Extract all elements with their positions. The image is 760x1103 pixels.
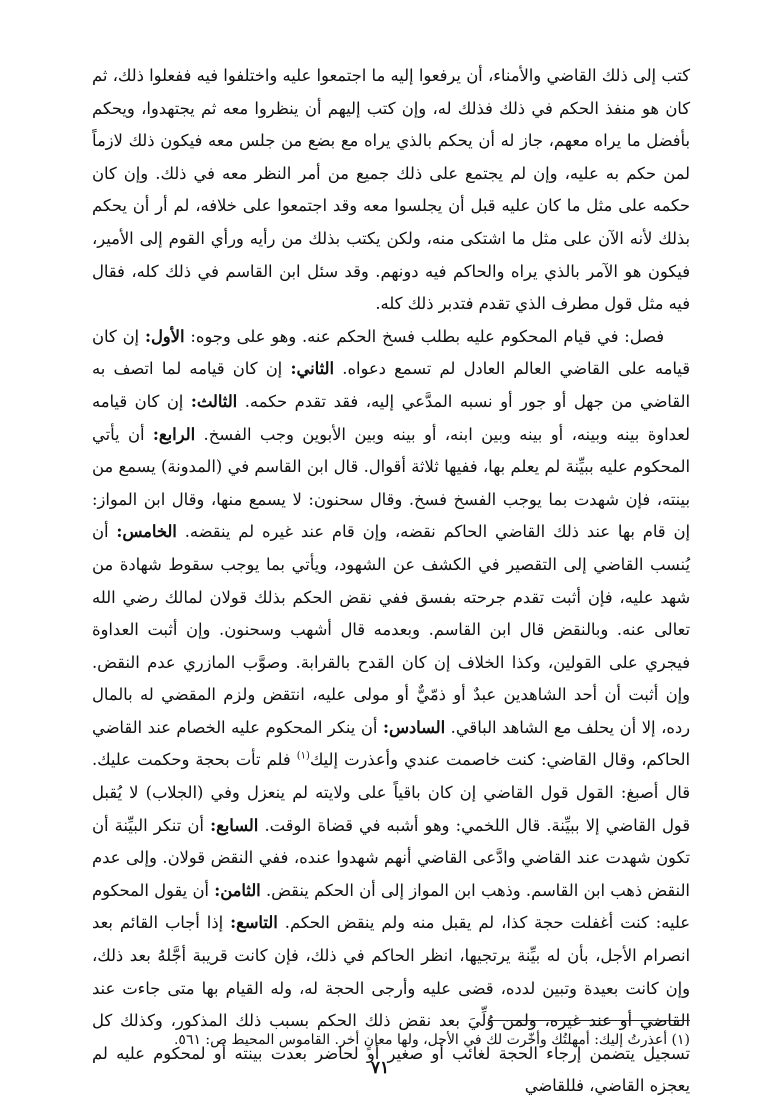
text-fifth: أن يُنسب القاضي إلى التقصير في الكشف عن الشهود، ويأتي بما يوجب سقوط شهادة من شهد عليه، فإن أثبت تقدم جرحته بفسق ففي نقض الحكم بذلك قولان لمالك رضي الله تعالى عنه. وبالنقض قال ابن القاسم. وبعدمه قال أشهب وسحنون. وإن أثبت العداوة فيجري على القولين، وكذا الخلاف إن كان القدح بالقرابة. وصوَّب المازري عدم النقض. وإن أثبت أن أحد الشاهدين عبدٌ أو ذمّيٌّ أو مولى عليه، انتقض ولزم المقضي له بالمال رده، إلا أن يحلف مع الشاهد الباقي. — [92, 522, 690, 737]
section-intro: فصل: في قيام المحكوم عليه بطلب فسخ الحكم عنه. وهو على وجوه: — [190, 326, 664, 346]
heading-first: الأول: — [144, 326, 185, 346]
heading-fourth: الرابع: — [152, 424, 196, 444]
text-fourth: أن يأتي المحكوم عليه ببيِّنة لم يعلم بها، ففيها ثلاثة أقوال. قال ابن القاسم في (المدونة) يسمع من بينته، فإن شهدت بما يوجب الفسخ فسخ. وقال سحنون: لا يسمع منها، وقال ابن المواز: إن قام بها عند ذلك القاضي الحاكم نقضه، وإن قام عند غيره لم ينقضه. — [92, 424, 690, 542]
text-seventh: أن تنكر البيِّنة أن تكون شهدت عند القاضي وادَّعى القاضي أنهم شهدوا عنده، ففي النقض قولان. وإلى عدم النقض ذهب ابن القاسم. وذهب ابن المواز إلى أن الحكم ينقض. — [92, 815, 690, 900]
text-first: إن كان قيامه على القاضي العالم العادل لم تسمع دعواه. — [92, 326, 690, 379]
paragraph-2 — [92, 321, 690, 1103]
heading-sixth: السادس: — [382, 717, 446, 737]
text-sixth: أن ينكر المحكوم عليه الخصام عند القاضي الحاكم، وقال القاضي: كنت خاصمت عندي وأعذرت إليك — [92, 717, 690, 770]
footnote-reference: (١) — [296, 751, 310, 763]
text-eighth: أن يقول المحكوم عليه: كنت أغفلت حجة كذا، لم يقبل منه ولم ينقض الحكم. — [92, 880, 690, 933]
footnote-divider — [488, 1020, 690, 1021]
text-ninth: إذا أجاب القائم بعد انصرام الأجل، بأن له بيِّنة يرتجيها، انظر الحاكم في ذلك، فإن كانت قريبة أجَّلهُ بعد ذلك، وإن كانت بعيدة وتبين لدده، قضى عليه وأرجى الحجة له، وله القيام بها متى جاءت عند القاضي أو عند غيره، ولمن وُلِّيَ بعد نقض ذلك الحكم بسبب ذلك المذكور، وكذلك كل تسجيل يتضمن إرجاء الحجة لغائب أو صغير أو لحاضر بعدت بينته أو لمحكوم عليه لم يعجزه القاضي، فللقاضي — [92, 913, 690, 1096]
heading-second: الثاني: — [290, 359, 334, 379]
heading-eighth: الثامن: — [214, 880, 261, 900]
main-text — [92, 60, 690, 1103]
heading-ninth: التاسع: — [230, 913, 278, 933]
text-sixth-continued: فلم تأت بحجة وحكمت عليك. قال أصبغ: القول قول القاضي إن كان باقياً على ولايته لم ينعزل وفي (الجلاب) لا يُقبل قول القاضي إلا ببيِّنة. قال اللخمي: وهو أشبه في قضاة الوقت. — [92, 750, 690, 835]
heading-seventh: السابع: — [210, 815, 259, 835]
heading-fifth: الخامس: — [116, 522, 177, 542]
footnote: (١) أعذرتُ إليك: أمهلتُك وأخّرت لك في الأجل، ولها معانٍ أخر. القاموس المحيط ص: ٥٦١. — [173, 1032, 690, 1048]
page-number: ٧١ — [370, 1058, 390, 1078]
text-second: إن كان قيامه لما اتصف به القاضي من جهل أو جور أو نسبه المدَّعي إليه، فقد تقدم حكمه. — [92, 359, 690, 411]
text-third: إن كان قيامه لعداوة بينه وبينه، أو بينه وبين ابنه، أو بينه وبين الأبوين وجب الفسخ. — [92, 391, 690, 444]
paragraph-1: كتب إلى ذلك القاضي والأمناء، أن يرفعوا إليه ما اجتمعوا عليه واختلفوا فيه ففعلوا ذلك، ثم كان هو منفذ الحكم في ذلك فذلك له، وإن كتب إليهم أن ينظروا معه ثم يجتهدوا، ويحكم بأفضل ما يراه معهم، جاز له أن يحكم بالذي يراه مع بضع من جلس معه فيكون ذلك لازماً لمن حكم به عليه، وإن لم يجتمع على ذلك جميع من أمر النظر معه في ذلك. وإن كان حكمه على مثل ما كان عليه قبل أن يجلسوا معه وقد اجتمعوا على خلافه، لم أر أن يحكم بذلك لأنه الآن على مثل ما اشتكى منه، ولكن يكتب بذلك من رأيه ورأي القوم إلى الأمير، فيكون هو الآمر بالذي يراه والحاكم فيه دونهم. وقد سئل ابن القاسم في ذلك كله، فقال فيه مثل قول مطرف الذي تقدم فتدبر ذلك كله. — [92, 66, 690, 314]
heading-third: الثالث: — [190, 391, 238, 411]
